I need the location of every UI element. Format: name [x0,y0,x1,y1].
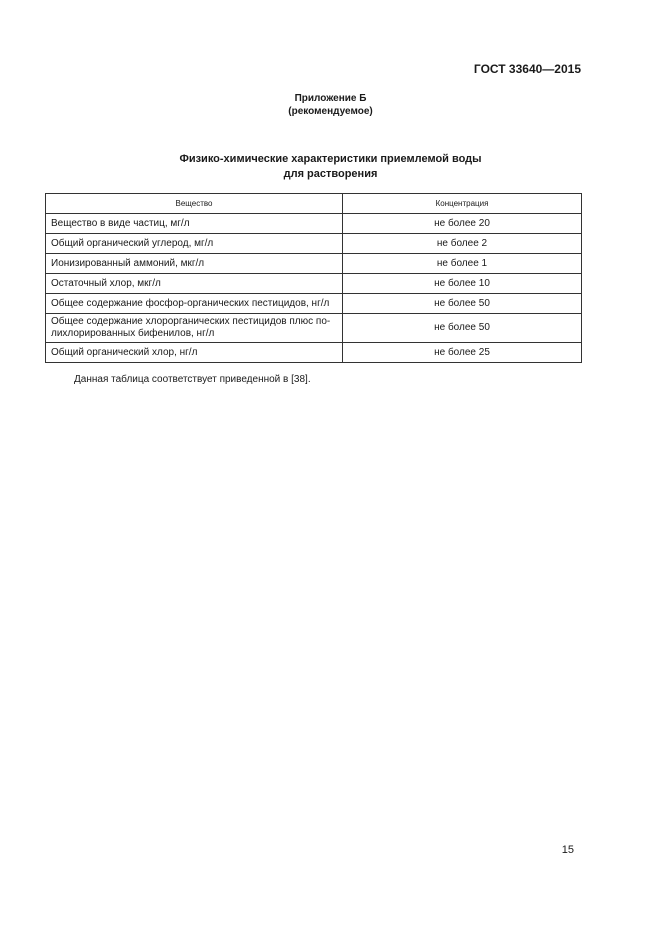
concentration-cell: не более 50 [343,314,582,343]
water-characteristics-table [45,193,582,363]
table-row [46,314,582,343]
substance-cell: Вещество в виде частиц, мг/л [46,214,343,234]
substance-cell-line-1: Общее содержание хлорорганических пестицидов плюс по- [51,316,331,327]
concentration-cell: не более 10 [343,274,582,294]
table-row [46,254,582,274]
table-row [46,294,582,314]
concentration-cell: не более 20 [343,214,582,234]
appendix-heading [0,92,661,118]
table-header-row [46,194,582,214]
substance-cell: Общий органический хлор, нг/л [46,343,343,363]
appendix-title: Приложение Б [294,93,367,104]
document-title-line-1: Физико-химические характеристики приемлемой воды [179,153,482,165]
substance-cell: Остаточный хлор, мкг/л [46,274,343,294]
standard-number: ГОСТ 33640—2015 [473,62,581,76]
concentration-cell: не более 2 [343,234,582,254]
substance-cell [46,314,343,343]
column-header-concentration: Концентрация [343,194,582,214]
concentration-cell: не более 1 [343,254,582,274]
substance-cell-line-2: лихлорированных бифенилов, нг/л [51,328,215,339]
appendix-status: (рекомендуемое) [288,106,373,117]
substance-cell: Общий органический углерод, мг/л [46,234,343,254]
substance-cell: Ионизированный аммоний, мкг/л [46,254,343,274]
document-title [0,152,661,182]
substance-cell: Общее содержание фосфор-органических пестицидов, нг/л [46,294,343,314]
table-row [46,214,582,234]
table-row [46,274,582,294]
document-title-line-2: для растворения [283,168,378,180]
page-number: 15 [561,844,574,856]
table-row [46,343,582,363]
concentration-cell: не более 25 [343,343,582,363]
table-source-note: Данная таблица соответствует приведенной в [38]. [74,374,311,385]
table-row [46,234,582,254]
column-header-substance: Вещество [46,194,343,214]
concentration-cell: не более 50 [343,294,582,314]
